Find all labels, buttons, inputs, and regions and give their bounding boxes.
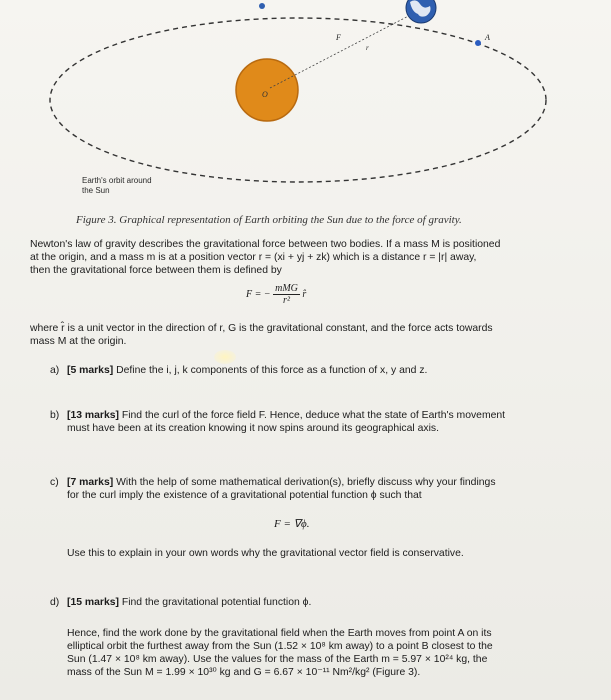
force-label: F: [336, 33, 341, 42]
intro-line: then the gravitational force between them is defined by: [30, 265, 282, 276]
equation-lhs: F = −: [246, 288, 271, 300]
light-glare: [214, 350, 236, 364]
equation-rhs: r̂: [302, 288, 307, 300]
question-text: Sun (1.47 × 10⁸ km away). Use the values for the mass of the Earth m = 5.97 × 10²⁴ kg, the: [67, 654, 488, 665]
question-text: Hence, find the work done by the gravitational field when the Earth moves from point A on its: [67, 628, 492, 639]
intro-paragraph: [30, 238, 550, 277]
question-number: c): [50, 477, 59, 488]
question-d-body: [67, 627, 597, 679]
earth-icon: [406, 0, 436, 23]
origin-label: O: [262, 90, 268, 99]
question-number: b): [50, 410, 60, 421]
question-text: Find the curl of the force field F. Hence, deduce what the state of Earth's movement: [121, 410, 506, 421]
radius-label: r: [366, 44, 369, 52]
orbit-caption: [82, 176, 152, 196]
figure-title: Figure 3. Graphical representation of Earth orbiting the Sun due to the force of gravity.: [76, 214, 462, 226]
definition-line: where r̂ is a unit vector in the direction of r, G is the gravitational constant, and the force acts towards: [30, 323, 493, 334]
definition-paragraph: [30, 322, 550, 348]
equation-fraction: [273, 283, 300, 306]
earth-orbit-path: [50, 18, 546, 182]
question-text: for the curl imply the existence of a gravitational potential function ϕ such that: [67, 490, 422, 501]
question-number: d): [50, 597, 60, 608]
question-c-followup: Use this to explain in your own words why the gravitational vector field is conservative.: [67, 548, 464, 559]
question-marks: [7 marks]: [67, 477, 114, 488]
question-marks: [13 marks]: [67, 410, 119, 421]
intro-line: at the origin, and a mass m is at a position vector r = (xi + yj + zk) which is a distance r = |r| away,: [30, 252, 477, 263]
potential-equation: F = ∇ϕ.: [274, 518, 310, 530]
equation-denominator: r²: [283, 295, 290, 306]
orbit-marker-dot: [259, 3, 265, 9]
question-number: a): [50, 365, 60, 376]
question-text: Define the i, j, k components of this force as a function of x, y and z.: [116, 365, 428, 376]
question-marks: [5 marks]: [67, 365, 114, 376]
orbit-caption-line: the Sun: [82, 186, 110, 195]
question-marks: [15 marks]: [67, 597, 119, 608]
question-text: elliptical orbit the furthest away from the Sun (1.52 × 10⁸ km away) to a point B closest to the: [67, 641, 493, 652]
equation-numerator: mMG: [275, 283, 298, 294]
question-text: With the help of some mathematical derivation(s), briefly discuss why your findings: [116, 477, 496, 488]
orbit-caption-line: Earth's orbit around: [82, 176, 152, 185]
point-a-label: A: [485, 33, 490, 42]
radius-line: [270, 10, 420, 88]
gravity-equation: [246, 283, 306, 306]
question-text: must have been at its creation knowing it now spins around its geographical axis.: [67, 423, 439, 434]
orbit-figure: [0, 0, 611, 200]
question-text: mass of the Sun M = 1.99 × 10³⁰ kg and G = 6.67 × 10⁻¹¹ Nm²/kg² (Figure 3).: [67, 667, 421, 678]
definition-line: mass M at the origin.: [30, 336, 127, 347]
question-text: Find the gravitational potential function ϕ.: [121, 597, 312, 608]
point-a-marker: [475, 40, 481, 46]
intro-line: Newton's law of gravity describes the gravitational force between two bodies. If a mass M is positioned: [30, 239, 501, 250]
